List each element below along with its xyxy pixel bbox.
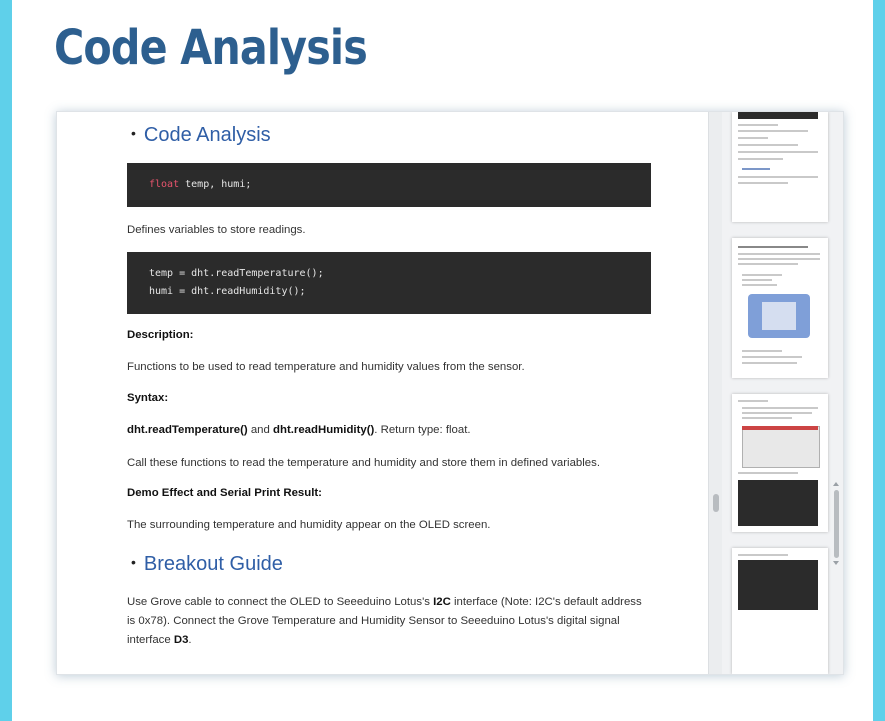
dialog-titlebar: [742, 426, 818, 430]
code-block-2: [127, 252, 651, 314]
thumb-code-block: [738, 560, 818, 610]
board-chip: [762, 302, 796, 330]
thumb-line: [738, 472, 798, 474]
scroll-down-icon[interactable]: [833, 561, 839, 565]
thumb-line: [738, 151, 818, 153]
code-text: temp, humi;: [179, 179, 252, 190]
page-thumb-3[interactable]: [732, 394, 828, 532]
dialog-screenshot: [742, 426, 820, 468]
thumb-code-block: [738, 480, 818, 526]
bullet-icon: •: [131, 125, 136, 141]
paragraph-defines: Defines variables to store readings.: [127, 224, 306, 236]
thumb-line: [738, 554, 788, 556]
page-thumb-4[interactable]: [732, 548, 828, 674]
page-thumb-2[interactable]: [732, 238, 828, 378]
thumb-line: [738, 400, 768, 402]
text: interface (Note: I2C's default address is 0x78). Connect the Grove Temperature and Humidity Sensor to Seeeduino Lotus's digital signal interface: [127, 596, 642, 646]
section-label: Code Analysis: [143, 124, 271, 146]
code-line: [149, 176, 629, 194]
text: .: [188, 634, 192, 646]
interface-name: I2C: [433, 596, 451, 608]
thumb-line: [738, 258, 820, 260]
thumb-line: [738, 176, 818, 178]
thumb-heading: [742, 168, 770, 170]
thumb-line: [738, 263, 798, 265]
thumb-line: [742, 274, 782, 276]
paragraph-description: Functions to be used to read temperature and humidity values from the sensor.: [127, 361, 525, 373]
text: . Return type: float.: [374, 424, 471, 436]
section-heading-breakout-guide: [131, 553, 283, 576]
text: and: [247, 424, 274, 436]
section-heading-code-analysis: [131, 124, 271, 147]
heading-description: Description:: [127, 329, 194, 341]
slide: [12, 0, 873, 721]
thumb-line: [738, 137, 768, 139]
thumb-line: [742, 279, 772, 281]
thumb-line: [738, 144, 798, 146]
heading-demo: Demo Effect and Serial Print Result:: [127, 487, 322, 499]
thumbnail-sidebar: [722, 112, 843, 674]
thumb-line: [742, 362, 797, 364]
document-page: [57, 112, 708, 674]
function-name: dht.readTemperature(): [127, 424, 248, 436]
thumb-line: [738, 130, 808, 132]
code-line: temp = dht.readTemperature();: [149, 268, 324, 279]
interface-name: D3: [173, 634, 189, 646]
paragraph-syntax: [127, 424, 471, 436]
thumb-line: [742, 407, 818, 409]
thumb-line: [738, 158, 783, 160]
thumb-line: [738, 246, 808, 248]
scrollbar-thumb[interactable]: [713, 494, 719, 512]
code-block-1: [127, 163, 651, 207]
function-name: dht.readHumidity(): [273, 424, 375, 436]
scroll-up-icon[interactable]: [833, 482, 839, 486]
thumb-line: [738, 124, 778, 126]
thumb-line: [742, 284, 777, 286]
document-scrollbar[interactable]: [708, 112, 723, 674]
pdf-viewer-window: [56, 111, 844, 675]
thumb-line: [742, 417, 792, 419]
section-label: Breakout Guide: [143, 553, 283, 575]
thumb-line: [742, 350, 782, 352]
bullet-icon: •: [131, 554, 136, 570]
thumb-code-block: [738, 112, 818, 119]
paragraph-breakout: [127, 593, 647, 650]
thumb-line: [742, 356, 802, 358]
thumb-line: [738, 253, 820, 255]
paragraph-call: Call these functions to read the temperature and humidity and store them in defined variables.: [127, 457, 600, 469]
code-keyword: float: [149, 179, 180, 190]
heading-syntax: Syntax:: [127, 392, 169, 404]
thumb-line: [738, 182, 788, 184]
text: Use Grove cable to connect the OLED to Seeeduino Lotus's: [127, 596, 434, 608]
page-thumb-1[interactable]: [732, 112, 828, 222]
page-title: Code Analysis: [54, 20, 367, 76]
code-line: humi = dht.readHumidity();: [149, 286, 306, 297]
paragraph-demo: The surrounding temperature and humidity appear on the OLED screen.: [127, 519, 491, 531]
thumb-line: [742, 412, 812, 414]
thumbnail-scrollbar[interactable]: [834, 490, 839, 558]
